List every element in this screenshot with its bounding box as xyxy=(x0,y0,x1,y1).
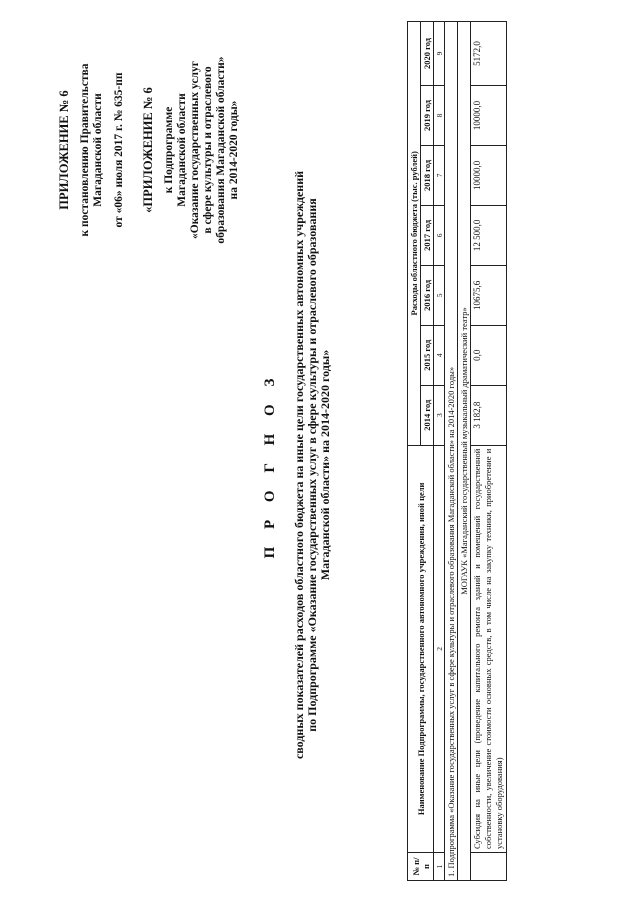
column-number: 5 xyxy=(434,265,445,325)
value-cell: 5172,0 xyxy=(471,22,507,86)
col-header-year: 2018 год xyxy=(421,145,434,205)
organization-row: МОГАУК «Магаданский государственный музыкальный драматический театр» xyxy=(458,22,471,881)
column-number-row xyxy=(434,22,445,881)
value-cell: 10675,6 xyxy=(471,265,507,325)
appendix-title-2: «ПРИЛОЖЕНИЕ № 6 xyxy=(141,87,155,213)
col-header-name: Наименование Подпрограммы, государственного автономного учреждения, иной цели xyxy=(408,445,434,852)
forecast-title: П Р О Г Н О З xyxy=(262,371,278,559)
appendix-line: «Оказание государственных услуг xyxy=(189,61,201,239)
col-header-year: 2020 год xyxy=(421,22,434,86)
col-header-year: 2015 год xyxy=(421,325,434,385)
column-number: 9 xyxy=(434,22,445,86)
forecast-subtitle-line: по Подпрограмме «Оказание государственных услуг в сфере культуры и отраслевого образования xyxy=(305,198,319,732)
appendix-line: Магаданской области xyxy=(176,93,188,207)
appendix-line: Магаданской области xyxy=(92,93,104,207)
column-number: 3 xyxy=(434,385,445,445)
table-row xyxy=(445,22,458,881)
table-row xyxy=(471,22,507,881)
row-name-cell: Субсидия на иные цели (проведение капитального ремонта зданий и помещений государственной собственности, увеличение стоимости основных средств, в том числе на закупку техники, приобретение и установку оборудования) xyxy=(471,445,507,852)
appendix-line: в сфере культуры и отраслевого xyxy=(202,66,214,234)
col-header-year: 2017 год xyxy=(421,205,434,265)
column-number: 6 xyxy=(434,205,445,265)
appendix-title: ПРИЛОЖЕНИЕ № 6 xyxy=(57,90,71,210)
appendix-date-line: от «06» июля 2017 г. № 635-пп xyxy=(113,72,125,228)
value-cell: 12 500,0 xyxy=(471,205,507,265)
column-number: 8 xyxy=(434,85,445,145)
col-header-year: 2016 год xyxy=(421,265,434,325)
forecast-subtitle-line: сводных показателей расходов областного бюджета на иные цели государственных автономных учреждений xyxy=(292,170,306,760)
value-cell: 0,0 xyxy=(471,325,507,385)
appendix-line: к Подпрограмме xyxy=(163,106,175,194)
value-cell: 10000,0 xyxy=(471,85,507,145)
col-header-number: № п/п xyxy=(408,853,434,881)
section-row: 1. Подпрограмма «Оказание государственных услуг в сфере культуры и отраслевого образования Магаданской области» на 2014-2020 годы» xyxy=(445,22,458,881)
table-row xyxy=(458,22,471,881)
forecast-table xyxy=(407,21,507,881)
appendix-line: к постановлению Правительства xyxy=(79,63,91,237)
appendix-line: образования Магаданской области» xyxy=(215,56,227,244)
column-number: 1 xyxy=(434,853,445,881)
value-cell: 10000,0 xyxy=(471,145,507,205)
col-header-expenses: Расходы областного бюджета (тыс. рублей) xyxy=(408,22,421,446)
column-number: 7 xyxy=(434,145,445,205)
appendix-block xyxy=(58,35,241,265)
forecast-subtitle-line: Магаданской области» на 2014-2020 годы» xyxy=(318,349,332,581)
col-header-year: 2014 год xyxy=(421,385,434,445)
forecast-heading xyxy=(262,85,332,845)
row-number-cell xyxy=(471,853,507,881)
value-cell: 3 182,8 xyxy=(471,385,507,445)
appendix-line: на 2014-2020 годы» xyxy=(228,100,240,200)
col-header-year: 2019 год xyxy=(421,85,434,145)
column-number: 4 xyxy=(434,325,445,385)
column-number: 2 xyxy=(434,445,445,852)
